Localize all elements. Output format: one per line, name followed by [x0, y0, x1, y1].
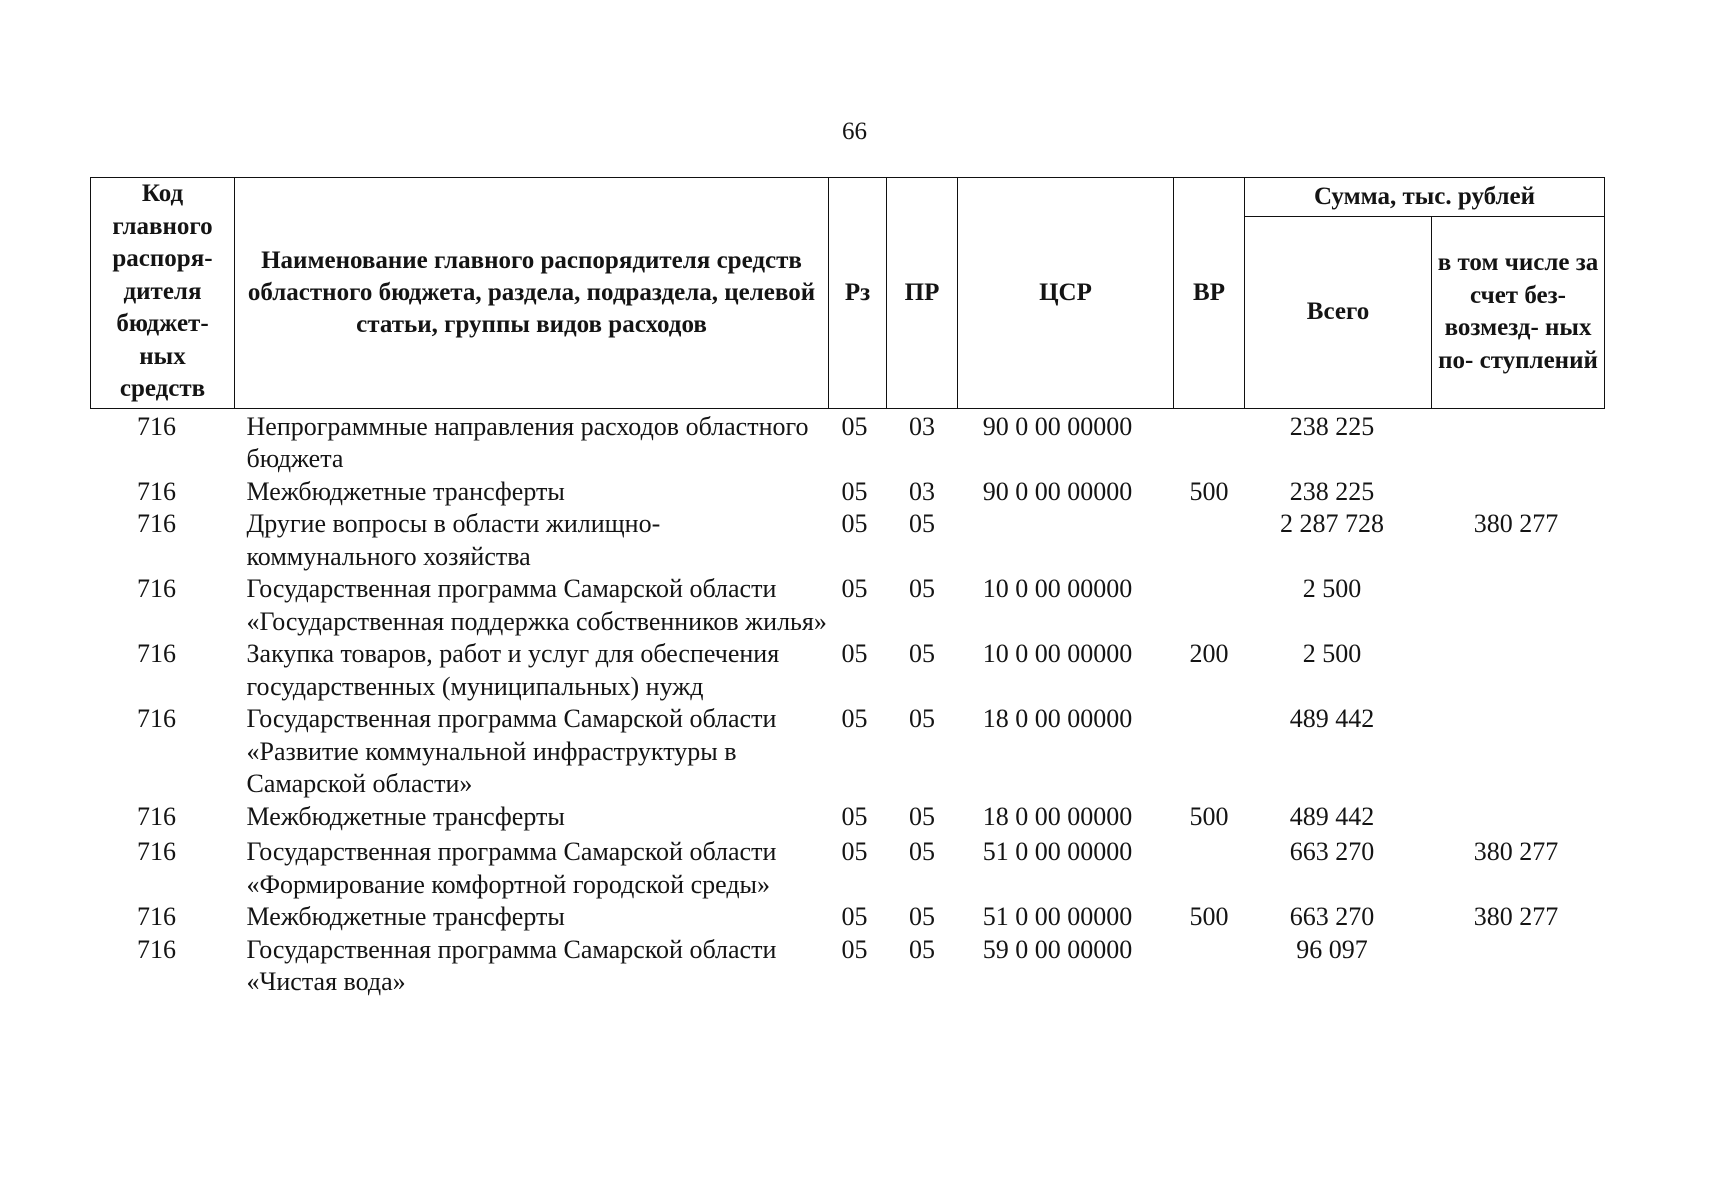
cell-code: 716	[137, 837, 176, 866]
cell-grant	[1432, 934, 1605, 999]
cell-csr: 10 0 00 00000	[982, 574, 1133, 603]
table-row	[91, 638, 1605, 703]
cell-pr: 05	[909, 837, 935, 866]
cell-code: 716	[137, 574, 176, 603]
cell-code: 716	[137, 704, 176, 733]
cell-total: 489 442	[1289, 704, 1375, 733]
table-row	[91, 573, 1605, 638]
cell-csr: 90 0 00 00000	[982, 411, 1133, 441]
cell-total: 238 225	[1289, 411, 1375, 441]
cell-total: 2 287 728	[1280, 509, 1384, 538]
cell-pr: 05	[909, 509, 935, 538]
cell-pr: 05	[909, 902, 935, 931]
cell-csr: 18 0 00 00000	[982, 801, 1133, 831]
cell-csr	[958, 508, 1174, 573]
cell-code: 716	[137, 639, 176, 668]
cell-rz: 05	[841, 574, 868, 603]
cell-rz: 05	[841, 509, 868, 538]
cell-vr	[1174, 408, 1245, 476]
cell-name: Государственная программа Самарской области «Развитие коммунальной инфраструктуры в Самарской области»	[246, 704, 777, 798]
table-row	[91, 934, 1605, 999]
cell-rz: 05	[841, 837, 868, 866]
table-header	[91, 178, 1605, 409]
cell-pr: 05	[909, 639, 935, 668]
cell-rz: 05	[841, 476, 868, 506]
cell-vr	[1174, 508, 1245, 573]
cell-vr: 200	[1189, 639, 1229, 668]
cell-grant: 380 277	[1473, 837, 1559, 866]
cell-pr: 05	[909, 704, 935, 733]
cell-pr: 05	[909, 574, 935, 603]
cell-total: 663 270	[1289, 837, 1375, 866]
header-vr: ВР	[1174, 178, 1245, 409]
table-row	[91, 703, 1605, 801]
header-sum-group: Сумма, тыс. рублей	[1245, 178, 1605, 217]
budget-table	[90, 177, 1605, 999]
cell-vr	[1174, 833, 1245, 901]
table-row	[91, 833, 1605, 901]
cell-pr: 05	[909, 934, 935, 964]
cell-rz: 05	[841, 704, 868, 733]
table-row	[91, 408, 1605, 476]
cell-total: 663 270	[1289, 902, 1375, 931]
cell-name: Другие вопросы в области жилищно-коммунального хозяйства	[246, 509, 661, 571]
table-body	[91, 408, 1605, 999]
cell-rz: 05	[841, 902, 868, 931]
header-csr: ЦСР	[958, 178, 1174, 409]
cell-csr: 59 0 00 00000	[982, 934, 1133, 964]
cell-code: 716	[137, 801, 176, 831]
cell-total: 238 225	[1289, 476, 1375, 506]
cell-grant	[1432, 573, 1605, 638]
header-pr: ПР	[887, 178, 958, 409]
page-number: 66	[842, 118, 867, 145]
cell-rz: 05	[841, 934, 868, 964]
cell-name: Межбюджетные трансферты	[246, 801, 565, 831]
cell-grant	[1432, 801, 1605, 834]
cell-grant	[1432, 408, 1605, 476]
cell-csr: 90 0 00 00000	[982, 476, 1133, 506]
cell-name: Государственная программа Самарской области «Государственная поддержка собственников жилья»	[246, 574, 827, 636]
cell-grant	[1432, 638, 1605, 703]
cell-pr: 03	[909, 411, 935, 441]
cell-code: 716	[137, 902, 176, 931]
cell-total: 489 442	[1289, 801, 1375, 831]
cell-rz: 05	[841, 411, 868, 441]
header-rz: Рз	[829, 178, 887, 409]
cell-rz: 05	[841, 639, 868, 668]
cell-total: 2 500	[1302, 639, 1362, 668]
cell-vr	[1174, 703, 1245, 801]
table-row	[91, 476, 1605, 509]
cell-grant: 380 277	[1473, 902, 1559, 931]
cell-grant	[1432, 703, 1605, 801]
table-row	[91, 508, 1605, 573]
header-grant: в том числе за счет без- возмезд- ных по- ступлений	[1432, 217, 1605, 409]
cell-code: 716	[137, 509, 176, 538]
cell-name: Непрограммные направления расходов областного бюджета	[246, 411, 809, 473]
cell-csr: 18 0 00 00000	[982, 704, 1133, 733]
cell-grant: 380 277	[1473, 509, 1559, 538]
cell-total: 96 097	[1296, 934, 1368, 964]
cell-name: Межбюджетные трансферты	[246, 902, 565, 931]
cell-total: 2 500	[1302, 574, 1362, 603]
cell-code: 716	[137, 476, 176, 506]
cell-name: Закупка товаров, работ и услуг для обеспечения государственных (муниципальных) нужд	[246, 639, 780, 701]
cell-vr: 500	[1189, 801, 1229, 831]
cell-pr: 05	[909, 801, 935, 831]
cell-code: 716	[137, 411, 176, 441]
cell-vr	[1174, 934, 1245, 999]
cell-name: Государственная программа Самарской области «Чистая вода»	[246, 934, 777, 996]
cell-csr: 51 0 00 00000	[982, 837, 1133, 866]
cell-name: Межбюджетные трансферты	[246, 476, 565, 506]
table-row	[91, 801, 1605, 834]
cell-pr: 03	[909, 476, 935, 506]
cell-vr: 500	[1189, 902, 1229, 931]
cell-rz: 05	[841, 801, 868, 831]
header-total: Всего	[1245, 217, 1432, 409]
cell-vr: 500	[1189, 476, 1229, 506]
cell-code: 716	[137, 934, 176, 964]
cell-csr: 51 0 00 00000	[982, 902, 1133, 931]
cell-vr	[1174, 573, 1245, 638]
cell-name: Государственная программа Самарской области «Формирование комфортной городской среды»	[246, 837, 777, 899]
header-code: Код главного распоря- дителя бюджет- ных средств	[91, 178, 235, 409]
table-row	[91, 901, 1605, 934]
cell-grant	[1432, 476, 1605, 509]
header-name: Наименование главного распорядителя средств областного бюджета, раздела, подраздела, целевой статьи, группы видов расходов	[235, 178, 829, 409]
cell-csr: 10 0 00 00000	[982, 639, 1133, 668]
